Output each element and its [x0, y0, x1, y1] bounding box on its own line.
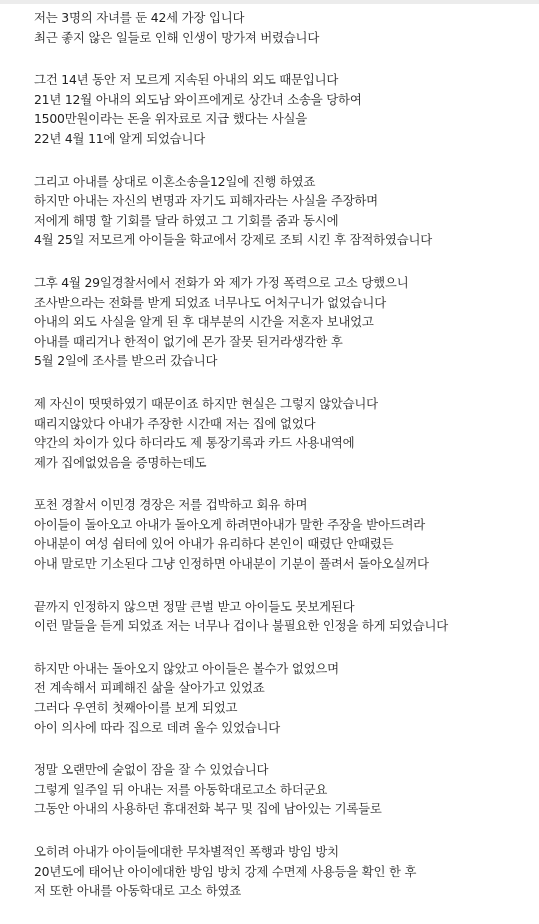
- text-line: 제 자신이 떳떳하였기 때문이죠 하지만 현실은 그렇지 않았습니다: [34, 395, 378, 411]
- top-divider: [0, 0, 539, 4]
- text-line: 5월 2일에 조사를 받으러 갔습니다: [34, 353, 218, 369]
- text-line: 1500만원이라는 돈을 위자료로 지급 했다는 사실을: [34, 111, 308, 127]
- text-line: 그러다 우연히 첫째아이를 보게 되었고: [34, 700, 238, 716]
- text-line: 저는 3명의 자녀를 둔 42세 가장 입니다: [34, 10, 245, 25]
- text-line: 최근 좋지 않은 일들로 인해 인생이 망가져 버렸습니다: [34, 29, 320, 45]
- text-line: 그리고 아내를 상대로 이혼소송을12일에 진행 하였죠: [34, 173, 316, 189]
- paragraph-7: [34, 597, 534, 636]
- text-line: 아내분이 여성 쉼터에 있어 아내가 유리하다 본인이 때렸단 안때렸든: [34, 536, 394, 552]
- text-line: 정말 오랜만에 술없이 잠을 잘 수 있었습니다: [34, 762, 269, 778]
- text-line: 아내를 때리거나 한적이 없기에 몬가 잘못 된거라생각한 후: [34, 333, 343, 349]
- text-line: 하지만 아내는 돌아오지 않았고 아이들은 볼수가 없었으며: [34, 660, 339, 676]
- text-line: 4월 25일 저모르게 아이들을 학교에서 강제로 조퇴 시킨 후 잠적하였습니다: [34, 232, 433, 248]
- text-line: 저에게 해명 할 기회를 달라 하였고 그 기회를 줌과 동시에: [34, 212, 339, 228]
- paragraph-9: [34, 760, 534, 819]
- text-line: 21년 12월 아내의 외도남 와이프에게로 상간녀 소송을 당하여: [34, 91, 362, 107]
- text-line: 포천 경찰서 이민경 경장은 저를 겁박하고 회유 하며: [34, 497, 308, 513]
- paragraph-4: [34, 273, 534, 371]
- text-line: 그후 4월 29일경찰서에서 전화가 와 제가 가정 폭력으로 고소 당했으니: [34, 274, 409, 290]
- text-line: 전 계속해서 피폐해진 삶을 살아가고 있었죠: [34, 680, 265, 696]
- text-line: 끝까지 인정하지 않으면 정말 큰벌 받고 아이들도 못보게된다: [34, 598, 355, 614]
- text-line: 제가 집에없었음을 증명하는데도: [34, 454, 207, 470]
- text-line: 아내 말로만 기소된다 그냥 인정하면 아내분이 기분이 풀려서 돌아오실꺼다: [34, 556, 429, 572]
- text-line: 약간의 차이가 있다 하더라도 제 통장기록과 카드 사용내역에: [34, 435, 355, 451]
- text-line: 오히려 아내가 아이들에대한 무차별적인 폭행과 방임 방치: [34, 844, 339, 859]
- post-body: [34, 8, 534, 924]
- text-line: 아이 의사에 따라 집으로 데려 올수 있었습니다: [34, 719, 281, 735]
- text-line: 22년 4월 11에 알게 되었습니다: [34, 130, 206, 146]
- paragraph-8: [34, 659, 534, 737]
- text-line: 하지만 아내는 자신의 변명과 자기도 피해자라는 사실을 주장하며: [34, 193, 378, 209]
- text-line: 조사받으라는 전화를 받게 되었죠 너무나도 어처구니가 없었습니다: [34, 294, 386, 310]
- paragraph-5: [34, 394, 534, 472]
- text-line: 그렇게 일주일 뒤 아내는 저를 아동학대로고소 하더군요: [34, 781, 328, 797]
- text-line: 저 또한 아내를 아동학대로 고소 하였죠: [34, 883, 242, 899]
- paragraph-3: [34, 172, 534, 250]
- text-line: 그건 14년 동안 저 모르게 지속된 아내의 외도 때문입니다: [34, 72, 339, 88]
- paragraph-6: [34, 495, 534, 573]
- paragraph-2: [34, 70, 534, 148]
- text-line: 이런 말들을 듣게 되었죠 저는 너무나 겁이나 불필요한 인정을 하게 되었습니다: [34, 618, 449, 634]
- paragraph-10: [34, 842, 534, 901]
- text-line: 때리지않았다 아내가 주장한 시간때 저는 집에 없었다: [34, 415, 316, 431]
- text-line: 아내의 외도 사실을 알게 된 후 대부분의 시간을 저혼자 보내었고: [34, 314, 374, 330]
- paragraph-1: [34, 8, 534, 47]
- text-line: 아이들이 돌아오고 아내가 돌아오게 하려면아내가 말한 주장을 받아드려라: [34, 516, 426, 532]
- text-line: 그동안 아내의 사용하던 휴대전화 복구 및 집에 남아있는 기록들로: [34, 801, 382, 817]
- text-line: 20년도에 태어난 아이에대한 방임 방치 강제 수면제 사용등을 확인 한 후: [34, 863, 417, 879]
